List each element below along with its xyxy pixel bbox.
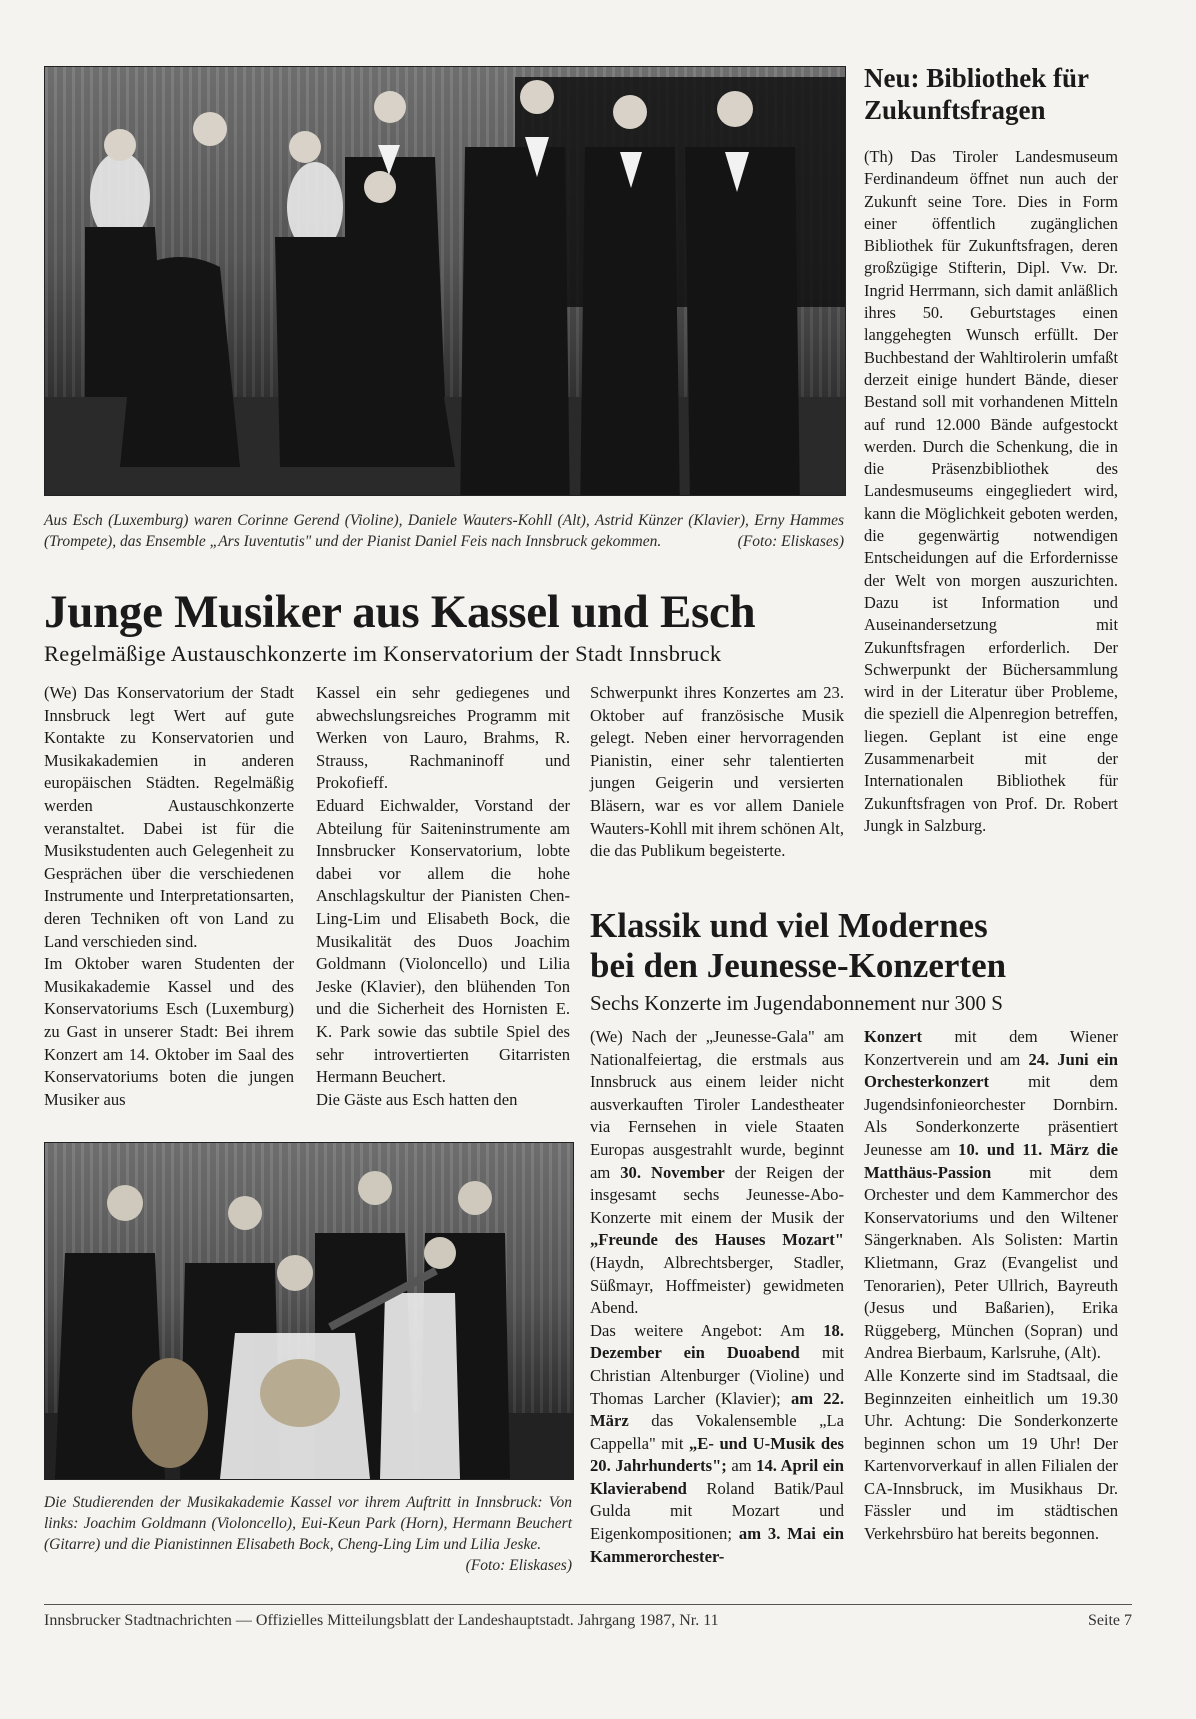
footer-publication: Innsbrucker Stadtnachrichten — Offizielles Mitteilungsblatt der Landeshauptstadt. Jahrgang 1987, Nr. 11 — [44, 1612, 719, 1629]
article1-col2-para1: Kassel ein sehr gediegenes und abwechslungsreiches Programm mit Werken von Lauro, Brahms, R. Strauss, Rachmaninoff und Prokofieff. — [316, 683, 570, 793]
article2-column-2 — [864, 1026, 1118, 1546]
photo-credit-2: (Foto: Eliskases) — [465, 1557, 572, 1574]
page-number: Seite 7 — [1088, 1612, 1132, 1629]
article2-col2-text: Konzert mit dem Wiener Konzertverein und am 24. Juni ein Orchesterkonzert mit dem Jugendsinfonieorchester Dornbirn. Als Sonderkonzerte präsentiert Jeunesse am 10. und 11. März die Matthäus-Passion mit dem Orchester und dem Kammerchor des Konservatoriums und den Wiltener Sängerknaben. Als Solisten: Martin Klietmann, Graz (Evangelist und Tenorarien), Peter Ullrich, Bayreuth (Jesus und Baßarien), Erika Rüggeberg, München (Sopran) und Andrea Bierbaum, Karlsruhe, (Alt). — [864, 1027, 1118, 1363]
article1-col1-para2: Im Oktober waren Studenten der Musikakademie Kassel und des Konservatoriums Esch (Luxemburg) zu Gast in unserer Stadt: Bei ihrem Konzert am 14. Oktober im Saal des Konservatoriums boten die jungen Musiker aus — [44, 954, 294, 1109]
page-footer — [44, 1604, 1132, 1631]
article1-col1-para1: (We) Das Konservatorium der Stadt Innsbruck legt Wert auf gute Kontakte zu Konservatorien und Musikakademien in anderen europäischen Städten. Regelmäßig werden Austauschkonzerte veranstaltet. Dabei ist für die Musikstudenten auch Gelegenheit zu Gesprächen über die verschiedenen Instrumente und Interpretationsarten, deren Techniken oft von Land zu Land verschieden sind. — [44, 683, 294, 951]
article2-headline-line2: bei den Jeunesse-Konzerten — [590, 946, 1007, 985]
article1-col3-para1: Schwerpunkt ihres Konzertes am 23. Oktober auf französische Musik gelegt. Neben einer hervorragenden Pianistin, einer sehr talentierten jungen Geigerin und versierten Bläsern, war es vor allem Daniele Wauters-Kohll mit ihrem schönen Alt, die das Publikum begeisterte. — [590, 683, 844, 861]
article2-headline-line1: Klassik und viel Modernes — [590, 906, 988, 945]
caption-text: Aus Esch (Luxemburg) waren Corinne Gerend (Violine), Daniele Wauters-Kohll (Alt), Astrid Künzer (Klavier), Erny Hammes (Trompete), das Ensemble „Ars Iuventutis" und der Pianist Daniel Feis nach Innsbruck gekommen. — [44, 512, 844, 550]
article1-column-2 — [316, 682, 570, 1111]
article1-col2-para3: Die Gäste aus Esch hatten den — [316, 1089, 518, 1109]
article2-col1-text: (We) Nach der „Jeunesse-Gala" am Nationalfeiertag, die erstmals aus Innsbruck aus einem leider nicht ausverkauften Tiroler Landestheater via Fernsehen in viele Staaten Europas ausgestrahlt wurde, beginnt am 30. November der Reigen der insgesamt sechs Jeunesse-Abo-Konzerte mit einem der Musik der „Freunde des Hauses Mozart" (Haydn, Albrechtsberger, Stadler, Süßmayr, Hoffmeister) gewidmeten Abend. — [590, 1027, 845, 1318]
photo-students-caption — [44, 1492, 572, 1576]
caption-text-2: Die Studierenden der Musikakademie Kassel vor ihrem Auftritt in Innsbruck: Von links: Joachim Goldmann (Violoncello), Eui-Keun Park (Horn), Hermann Beuchert (Gitarre) und die Pianistinnen Elisabeth Bock, Cheng-Ling Lim und Lilia Jeske. — [44, 1494, 572, 1553]
article1-col2-para2: Eduard Eichwalder, Vorstand der Abteilung für Saiteninstrumente am Innsbrucker Konservatorium, lobte dabei vor allem die hohe Anschlagskultur der Pianisten Chen-Ling-Lim und Elisabeth Bock, die Musikalität des Duos Joachim Goldmann (Violoncello) und Lilia Jeske (Klavier), den blühenden Ton und die Sicherheit des Hornisten E. K. Park sowie das subtile Spiel des sehr introvertierten Gitarristen Hermann Beuchert. — [316, 795, 570, 1087]
article2-column-1 — [590, 1026, 844, 1568]
photo-students-kassel — [44, 1142, 574, 1480]
article2-subhead: Sechs Konzerte im Jugendabonnement nur 300 S — [590, 991, 1003, 1015]
article1-column-3 — [590, 682, 844, 863]
article-subhead: Regelmäßige Austauschkonzerte im Konservatorium der Stadt Innsbruck — [44, 641, 722, 666]
photo-ensemble-caption — [44, 510, 844, 552]
article2-col2-text2: Alle Konzerte sind im Stadtsaal, die Beginnzeiten einheitlich um 19.30 Uhr. Achtung: Die Sonderkonzerte beginnen schon um 19 Uhr! Der Kartenvorverkauf in allen Filialen der CA-Innsbruck, im Musikhaus Dr. Fässler und im städtischen Verkehrsbüro hat bereits begonnen. — [864, 1365, 1118, 1544]
photo-credit: (Foto: Eliskases) — [737, 533, 844, 550]
photo-ensemble-esch — [44, 66, 846, 496]
article-headline: Junge Musiker aus Kassel und Esch — [44, 586, 756, 638]
sidebar-body: (Th) Das Tiroler Landesmuseum Ferdinandeum öffnet nun auch der Zukunft seine Tore. Dies in Form einer öffentlich zugänglichen Bibliothek für Zukunftsfragen, deren großzügige Stifterin, Dipl. Vw. Dr. Ingrid Herrmann, sich damit anläßlich ihres 50. Geburtstages einen langgehegten Wunsch erfüllt. Der Buchbestand der Wahltirolerin umfaßt derzeit einige hundert Bände, dieser Bestand soll mit vorhandenen Mitteln auf rund 12.000 Bände aufgestockt werden. Durch die Schenkung, die in die Präsenzbibliothek des Landesmuseums eingegliedert wird, kann die Möglichkeit geboten werden, die gegenwärtig notwendigen Entscheidungen auf die Erfordernisse der Welt von morgen auszurichten. Dazu ist Information und Auseinandersetzung mit Zukunftsfragen erforderlich. Der Schwerpunkt der Büchersammlung wird in der Literatur über Probleme, die speziell die Alpenregion betreffen, liegen. Geplant ist eine enge Zusammenarbeit mit der Internationalen Bibliothek für Zukunftsfragen von Prof. Dr. Robert Jungk in Salzburg. — [864, 147, 1118, 835]
article1-column-1 — [44, 682, 294, 1111]
sidebar-title: Neu: Bibliothek für Zukunftsfragen — [864, 63, 1089, 125]
article2-col1-text2: Das weitere Angebot: Am 18. Dezember ein Duoabend mit Christian Altenburger (Violine) und Thomas Larcher (Klavier); am 22. März das Vokalensemble „La Cappella" mit „E- und U-Musik des 20. Jahrhunderts"; am 14. April ein Klavierabend Roland Batik/Paul Gulda mit Mozart und Eigenkompositionen; am 3. Mai ein Kammerorchester- — [590, 1320, 845, 1566]
